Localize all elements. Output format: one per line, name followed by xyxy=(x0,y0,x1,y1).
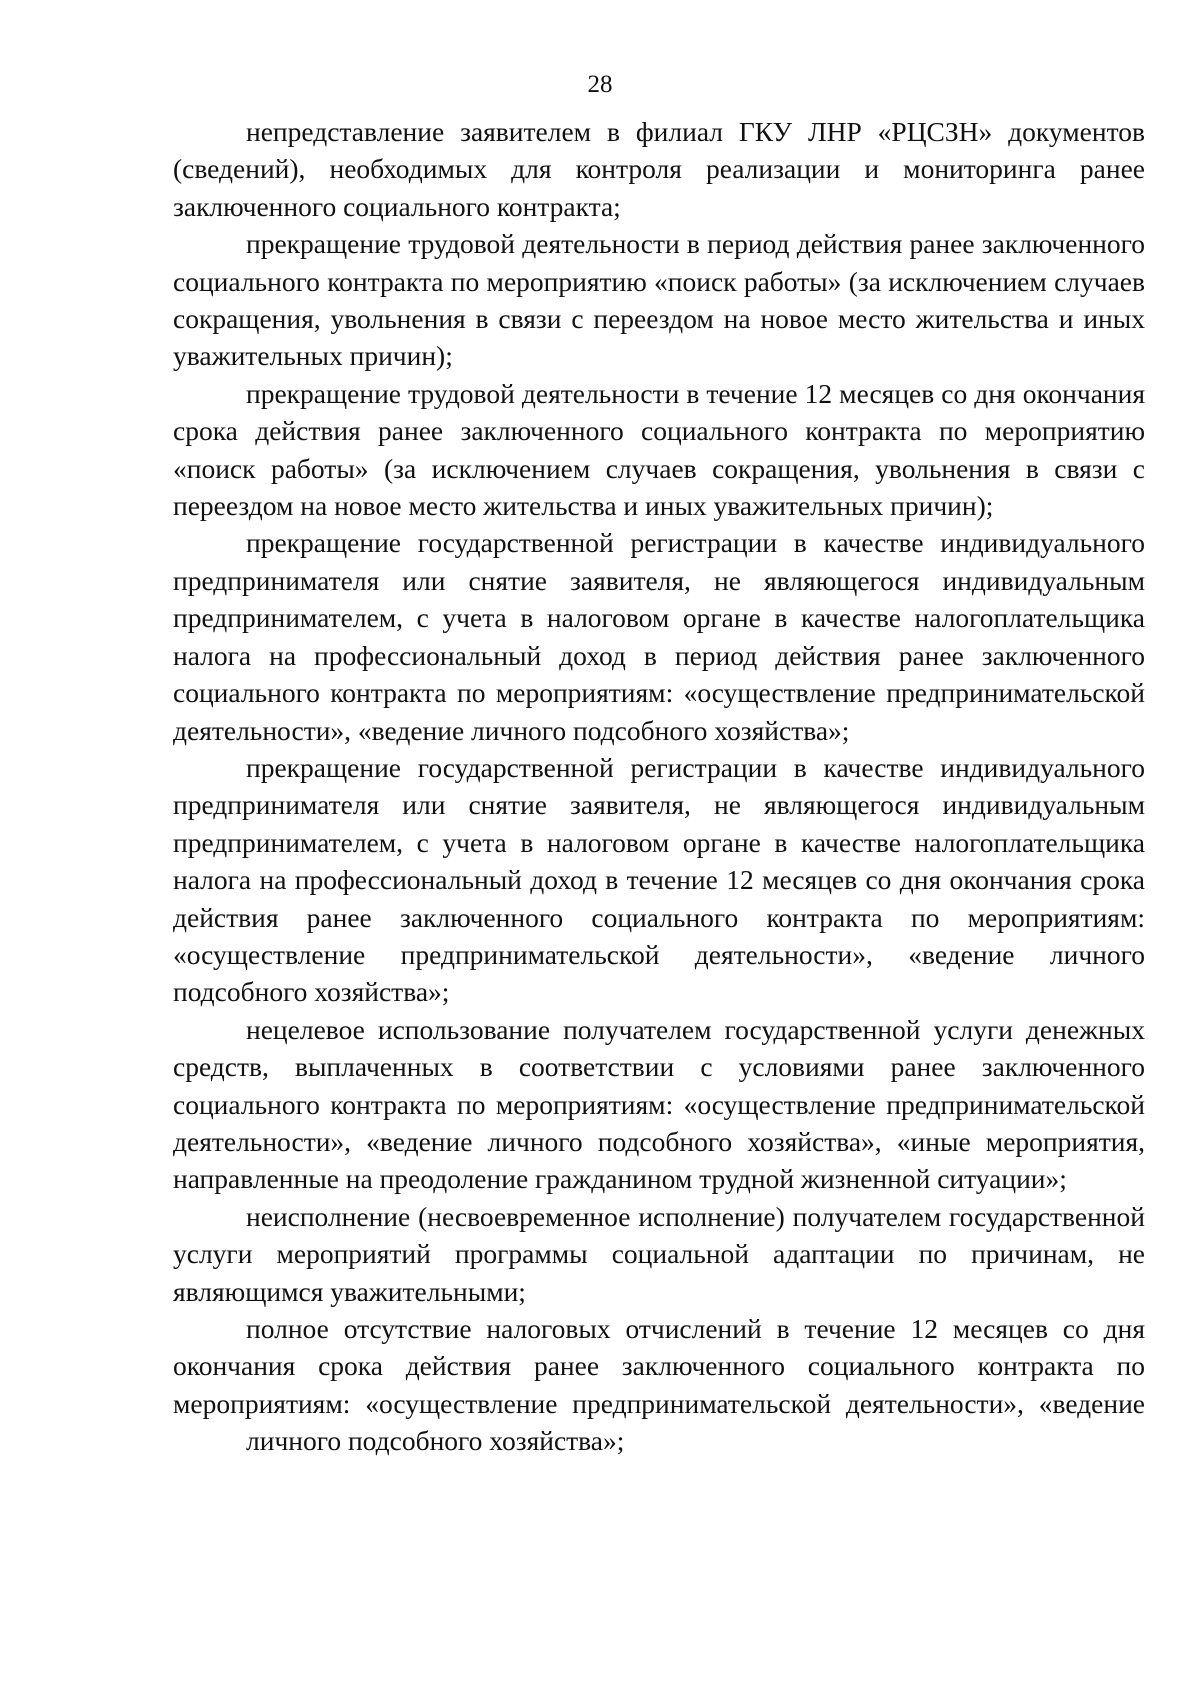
paragraph-job-search-12-months: прекращение трудовой деятельности в течение 12 месяцев со дня окончания срока действия ранее заключенного социального контракта по мероприятию «поиск работы» (за исключением случаев сокращения, увольнения в связи с переездом на новое место жительства и иных уважительных причин); xyxy=(173,377,1145,522)
paragraph-non-submission: непредставление заявителем в филиал ГКУ ЛНР «РЦСЗН» документов (сведений), необходимых для контроля реализации и мониторинга ранее заключенного социального контракта; xyxy=(173,116,1145,222)
document-body xyxy=(173,113,1145,1460)
paragraph-no-tax-deductions-continuation: личного подсобного хозяйства»; xyxy=(246,1425,625,1457)
page-number: 28 xyxy=(587,71,613,98)
paragraph-no-tax-deductions: полное отсутствие налоговых отчислений в течение 12 месяцев со дня окончания срока действия ранее заключенного социального контракта по мероприятиям: «осуществление предпринимательской деятельности», «ведение xyxy=(173,1313,1145,1419)
paragraph-registration-12-months: прекращение государственной регистрации в качестве индивидуального предпринимателя или снятие заявителя, не являющегося индивидуальным предпринимателем, с учета в налоговом органе в качестве налогоплательщика налога на профессиональный доход в течение 12 месяцев со дня окончания срока действия ранее заключенного социального контракта по мероприятиям: «осуществление предпринимательской деятельности», «ведение личного подсобного хозяйства»; xyxy=(173,751,1145,1008)
paragraph-misuse-of-funds: нецелевое использование получателем государственной услуги денежных средств, выплаченных в соответствии с условиями ранее заключенного социального контракта по мероприятиям: «осуществление предпринимательской деятельности», «ведение личного подсобного хозяйства», «иные мероприятия, направленные на преодоление гражданином трудной жизненной ситуации»; xyxy=(173,1013,1145,1195)
paragraph-non-fulfillment: неисполнение (несвоевременное исполнение) получателем государственной услуги мероприятий программы социальной адаптации по причинам, не являющимся уважительными; xyxy=(173,1200,1145,1307)
paragraph-job-search-termination: прекращение трудовой деятельности в период действия ранее заключенного социального контракта по мероприятию «поиск работы» (за исключением случаев сокращения, увольнения в связи с переездом на новое место жительства и иных уважительных причин); xyxy=(173,228,1145,372)
paragraph-registration-termination: прекращение государственной регистрации в качестве индивидуального предпринимателя или снятие заявителя, не являющегося индивидуальным предпринимателем, с учета в налоговом органе в качестве налогоплательщика налога на профессиональный доход в период действия ранее заключенного социального контракта по мероприятиям: «осуществление предпринимательской деятельности», «ведение личного подсобного хозяйства»; xyxy=(173,527,1145,746)
